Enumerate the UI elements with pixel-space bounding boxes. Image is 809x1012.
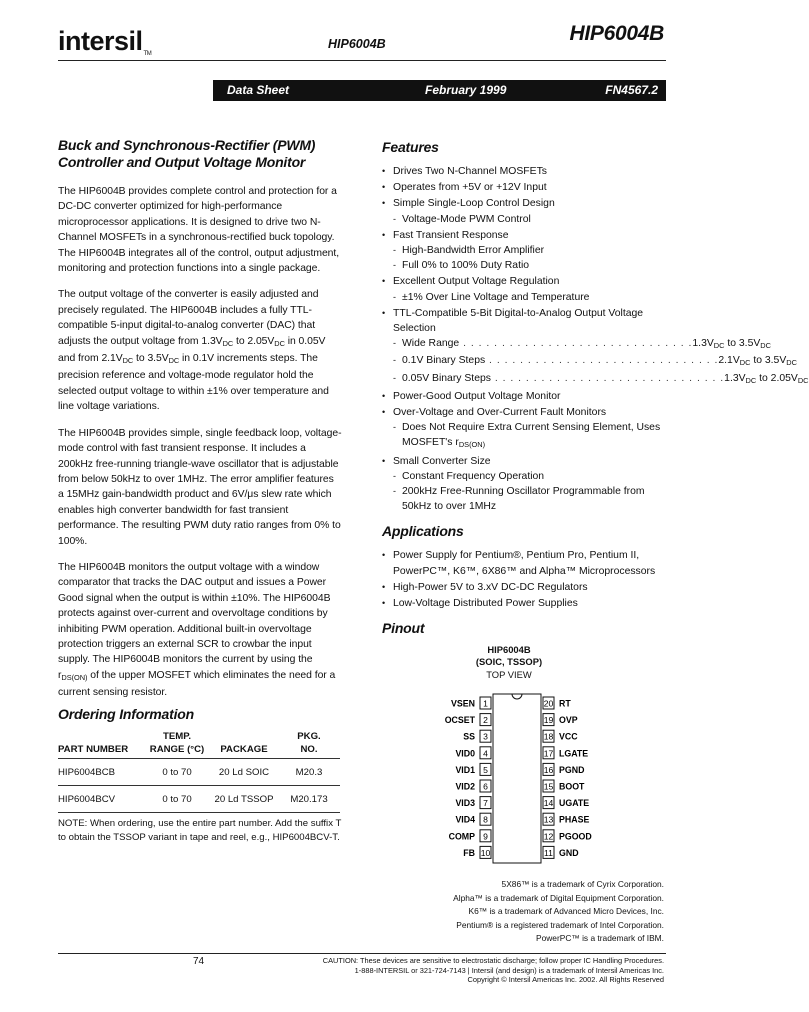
caution-line: Copyright © Intersil Americas Inc. 2002. All Rights Reserved — [467, 975, 664, 985]
banner-date: February 1999 — [425, 83, 507, 97]
pin-label: FB — [463, 848, 475, 859]
features-title: Features — [382, 139, 439, 155]
trademark-line: PowerPC™ is a trademark of IBM. — [536, 933, 664, 944]
cell-pkg: M20.173 — [278, 786, 340, 813]
features-list — [382, 164, 809, 514]
applications-list — [382, 548, 666, 611]
pin-number: 10 — [480, 848, 491, 859]
trademark-line: Pentium® is a registered trademark of Intel Corporation. — [456, 919, 664, 930]
pin-label: UGATE — [559, 798, 590, 809]
pin-number: 8 — [483, 814, 488, 825]
description-column — [58, 137, 342, 712]
pin-label: VID0 — [455, 748, 475, 759]
sub-list-item: - 0.05V Binary Steps . . . . . . . . . . . . . . . . . . . . . . . . . . . . . . $1.3V_{DC}$ to $2.05V_{DC}$ — [393, 371, 666, 388]
sub-list-item: - Wide Range . . . . . . . . . . . . . . . . . . . . . . . . . . . . . . $1.3V_{DC}$ to $3.5V_{DC}$ — [393, 336, 666, 353]
applications-title: Applications — [382, 523, 464, 540]
features-column — [382, 139, 809, 872]
ordering-table — [58, 731, 340, 813]
cell-temp: 0 to 70 — [144, 759, 210, 786]
sub-list-item: - Constant Frequency Operation — [393, 469, 666, 484]
caution-notice — [234, 956, 664, 985]
pin-number: 9 — [483, 831, 488, 842]
list-item: • High-Power 5V to 3.xV DC-DC Regulators — [382, 580, 666, 595]
pin-label: VCC — [559, 731, 578, 742]
cell-part: HIP6004BCB — [58, 759, 144, 786]
pin-number: 2 — [483, 715, 488, 726]
trademark-line: K6™ is a trademark of Advanced Micro Devices, Inc. — [468, 906, 664, 917]
header-part-number: HIP6004B — [328, 37, 386, 51]
list-item: • TTL-Compatible 5-Bit Digital-to-Analog Output Voltage Selection - Wide Range . . . . . . . . . . . . . . . . . . . . . . . . . . . . . . $1.3V_{DC}$ to $3.5V_{DC}$ - 0.1V Binary Steps . . . . . . . . . . . . . . . . . . . . . . . . . . . . . . $2.1V_{DC}$ to $3.5V_{DC}$ - 0.05V Binary Steps . . . . . . . . . . . . . . . . . . . . . . . . . . . . . . $1.3V_{DC}$ to $2.05V_{DC}$ — [382, 306, 666, 388]
pin-number: 4 — [483, 748, 488, 759]
pin-label: VID3 — [455, 798, 475, 809]
col-package: PACKAGE — [210, 731, 278, 759]
col-part-number: PART NUMBER — [58, 731, 144, 759]
trademark-notes — [453, 878, 664, 946]
trademark-line: Alpha™ is a trademark of Digital Equipment Corporation. — [453, 892, 664, 903]
pin-number: 3 — [483, 731, 488, 742]
description-paragraph-2: The output voltage of the converter is easily adjusted and precisely regulated. The HIP6004B includes a fully TTL-compatible 5-input digital-to-analog converter (DAC) that adjusts the output voltage from $1.3V_{DC}$ to $2.05V_{DC}$ in 0.05V and from $2.1V_{DC}$ to $3.5V_{DC}$ in 0.1V increments steps. The precision reference and voltage-mode regulator hold the selected output voltage to within ±1% over temperature and line voltage variations. — [58, 289, 329, 413]
page-number: 74 — [193, 956, 205, 967]
pin-number: 20 — [543, 698, 554, 709]
cell-package: 20 Ld SOIC — [210, 759, 278, 786]
list-item: • Over-Voltage and Over-Current Fault Monitors - Does Not Require Extra Current Sensing Element, Uses MOSFET's $r_{DS(ON)}$ — [382, 405, 666, 453]
list-item: • Fast Transient Response - High-Bandwidth Error Amplifier - Full 0% to 100% Duty Ratio — [382, 228, 666, 274]
description-paragraph-3: The HIP6004B provides simple, single feedback loop, voltage-mode control with fast transient response. It includes a 200kHz free-running triangle-wave oscillator that is adjustable from below 50kHz to over 1MHz. The error amplifier features a 15MHz gain-bandwidth product and 6V/μs slew rate which enables high converter bandwidth for fast transient performance. The resulting PWM duty ratio ranges from 0% to 100%. — [58, 427, 342, 547]
list-item: • Low-Voltage Distributed Power Supplies — [382, 596, 666, 611]
pin-label: PHASE — [559, 814, 590, 825]
pin-number: 19 — [543, 715, 554, 726]
description-paragraph-1: The HIP6004B provides complete control and protection for a DC-DC converter optimized for high-performance microprocessor applications. It is designed to drive two N-Channel MOSFETs in a synchronous-rectified buck topology. The HIP6004B integrates all of the control, output adjustment, monitoring and protection functions into a single package. — [58, 186, 340, 275]
sub-list-item: - 0.1V Binary Steps . . . . . . . . . . . . . . . . . . . . . . . . . . . . . . $2.1V_{DC}$ to $3.5V_{DC}$ — [393, 353, 666, 370]
table-row — [58, 759, 340, 786]
pin-number: 13 — [543, 814, 554, 825]
pinout-package: (SOIC, TSSOP) — [475, 656, 543, 668]
ic-body — [493, 694, 541, 863]
list-item: • Excellent Output Voltage Regulation - ±1% Over Line Voltage and Temperature — [382, 274, 666, 304]
cell-package: 20 Ld TSSOP — [210, 786, 278, 813]
cell-pkg: M20.3 — [278, 759, 340, 786]
pinout-view: TOP VIEW — [486, 669, 532, 681]
pin-number: 17 — [543, 748, 554, 759]
pin-number: 11 — [544, 848, 553, 859]
list-item: • Power Supply for Pentium®, Pentium Pro, Pentium II, PowerPC™, K6™, 6X86™ and Alpha™ Microprocessors — [382, 548, 666, 578]
intersil-logo: intersilTM — [58, 26, 152, 57]
ordering-note: NOTE: When ordering, use the entire part number. Add the suffix T to obtain the TSSOP variant in tape and reel, e.g., HIP6004BCV-T. — [58, 818, 342, 843]
list-item: • Simple Single-Loop Control Design - Voltage-Mode PWM Control — [382, 196, 666, 226]
pin-label: VID2 — [455, 781, 475, 792]
caution-line: 1-888-INTERSIL or 321-724-7143 | Intersil (and design) is a trademark of Intersil Americas Inc. — [354, 965, 664, 975]
pin-number: 1 — [483, 698, 488, 709]
header-divider — [58, 60, 666, 61]
banner-doc-type: Data Sheet — [227, 83, 290, 97]
pin-label: GND — [559, 848, 579, 859]
pin-label: VID1 — [455, 765, 475, 776]
col-temp-range: TEMP. RANGE (°C) — [144, 731, 210, 759]
pin-number: 5 — [483, 765, 488, 776]
ordering-section — [58, 706, 342, 845]
pin-label: LGATE — [559, 748, 589, 759]
list-item: • Operates from +5V or +12V Input — [382, 180, 666, 195]
footer-divider — [58, 953, 666, 954]
list-item: • Power-Good Output Voltage Monitor — [382, 389, 666, 404]
pinout-diagram — [382, 642, 666, 872]
list-item: • Small Converter Size - Constant Frequency Operation - 200kHz Free-Running Oscillator Programmable from 50kHz to over 1MHz — [382, 454, 666, 515]
list-item: • Drives Two N-Channel MOSFETs — [382, 164, 666, 179]
table-row — [58, 786, 340, 813]
header-title: HIP6004B — [569, 22, 664, 45]
pin-label: OCSET — [444, 715, 475, 726]
pin-label: RT — [559, 698, 571, 709]
pin-label: COMP — [448, 831, 475, 842]
pin-number: 16 — [543, 765, 554, 776]
cell-temp: 0 to 70 — [144, 786, 210, 813]
ic-package-drawing — [382, 642, 666, 872]
pin-label: SS — [463, 731, 475, 742]
pin-label: PGOOD — [559, 831, 592, 842]
description-paragraph-4: The HIP6004B monitors the output voltage with a window comparator that tracks the DAC output and issues a Power Good signal when the output is within ±10%. The HIP6004B protects against over-current and overvoltage conditions by inhibiting PWM operation. Additional built-in overvoltage protection triggers an external SCR to crowbar the input supply. The HIP6004B monitors the current by using the $r_{DS(ON)}$ of the upper MOSFET which eliminates the need for a current sensing resistor. — [58, 561, 336, 699]
pin-number: 14 — [543, 798, 554, 809]
trademark-line: 5X86™ is a trademark of Cyrix Corporation. — [501, 879, 664, 889]
caution-line: CAUTION: These devices are sensitive to electrostatic discharge; follow proper IC Handling Procedures. — [322, 956, 664, 965]
logo-trademark: TM — [143, 51, 152, 57]
document-title: Buck and Synchronous-Rectifier (PWM) Controller and Output Voltage Monitor — [58, 137, 316, 170]
pin-label: PGND — [559, 765, 585, 776]
sub-list-item: - 200kHz Free-Running Oscillator Programmable from 50kHz to over 1MHz — [393, 484, 666, 514]
pin-label: OVP — [559, 715, 578, 726]
pin-number: 6 — [483, 781, 488, 792]
pin-label: VID4 — [455, 814, 475, 825]
pin-label: VSEN — [451, 698, 475, 709]
pin-label: BOOT — [559, 781, 585, 792]
cell-part: HIP6004BCV — [58, 786, 144, 813]
pinout-title: Pinout — [382, 620, 425, 637]
banner-file-number: FN4567.2 — [605, 83, 658, 97]
col-pkg-no: PKG. NO. — [278, 731, 340, 759]
pin-number: 18 — [543, 731, 554, 742]
datasheet-banner — [213, 80, 666, 101]
sub-list-item: - ±1% Over Line Voltage and Temperature — [393, 290, 666, 305]
ordering-header-row — [58, 731, 340, 759]
ordering-title: Ordering Information — [58, 706, 195, 722]
sub-list-item: - Full 0% to 100% Duty Ratio — [393, 258, 666, 273]
sub-list-item: - High-Bandwidth Error Amplifier — [393, 243, 666, 258]
pin-number: 7 — [483, 798, 488, 809]
sub-list-item: - Does Not Require Extra Current Sensing Element, Uses MOSFET's $r_{DS(ON)}$ — [393, 420, 666, 452]
pin-number: 12 — [543, 831, 554, 842]
sub-list-item: - Voltage-Mode PWM Control — [393, 212, 666, 227]
pin-number: 15 — [543, 781, 554, 792]
pinout-chip-name: HIP6004B — [487, 644, 531, 656]
